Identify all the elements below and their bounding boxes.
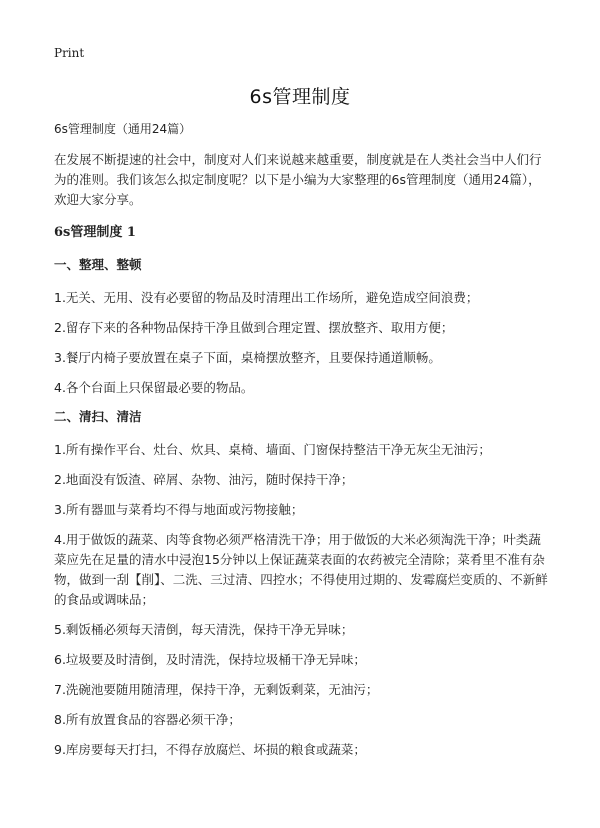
list-item: 3.所有器皿与菜肴均不得与地面或污物接触； (54, 502, 304, 517)
list-item: 4.用于做饭的蔬菜、肉等食物必须严格清洗干净；用于做饭的大米必须淘洗干净；叶类蔬菜应先在足量的清水中浸泡15分钟以上保证蔬菜表面的农药被完全清除；菜肴里不准有杂物，做到一刮【削】、二洗、三过清、四控水；不得使用过期的、发霉腐烂变质的、不新鲜的食品或调味品； (54, 532, 548, 607)
list-item: 2.地面没有饭渣、碎屑、杂物、油污，随时保持干净； (54, 472, 354, 487)
list-item: 1.所有操作平台、灶台、炊具、桌椅、墙面、门窗保持整洁干净无灰尘无油污； (54, 442, 491, 457)
list-item: 7.洗碗池要随用随清理，保持干净，无剩饭剩菜，无油污； (54, 682, 379, 697)
intro-paragraph: 在发展不断提速的社会中，制度对人们来说越来越重要，制度就是在人类社会当中人们行为的准则。我们该怎么拟定制度呢？以下是小编为大家整理的6s管理制度（通用24篇），欢迎大家分享。 (54, 152, 542, 207)
heading-clean-sweep: 二、清扫、清洁 (54, 409, 142, 424)
list-item: 4.各个台面上只保留最必要的物品。 (54, 380, 254, 395)
section-title: 6s管理制度 1 (54, 225, 136, 240)
document-subtitle: 6s管理制度（通用24篇） (54, 122, 192, 136)
list-item: 9.库房要每天打扫，不得存放腐烂、坏损的粮食或蔬菜； (54, 742, 366, 757)
list-item: 2.留存下来的各种物品保持干净且做到合理定置、摆放整齐、取用方便； (54, 320, 454, 335)
print-label: Print (54, 46, 85, 60)
document-title: 6s管理制度 (249, 86, 351, 108)
list-item: 1.无关、无用、没有必要留的物品及时清理出工作场所，避免造成空间浪费； (54, 290, 479, 305)
list-item: 8.所有放置食品的容器必须干净； (54, 712, 241, 727)
list-item: 5.剩饭桶必须每天清倒，每天清洗，保持干净无异味； (54, 622, 354, 637)
list-item: 6.垃圾要及时清倒，及时清洗，保持垃圾桶干净无异味； (54, 652, 366, 667)
heading-sort-arrange: 一、整理、整顿 (54, 257, 142, 272)
document-body (54, 120, 550, 770)
list-item: 3.餐厅内椅子要放置在桌子下面，桌椅摆放整齐，且要保持通道顺畅。 (54, 350, 441, 365)
